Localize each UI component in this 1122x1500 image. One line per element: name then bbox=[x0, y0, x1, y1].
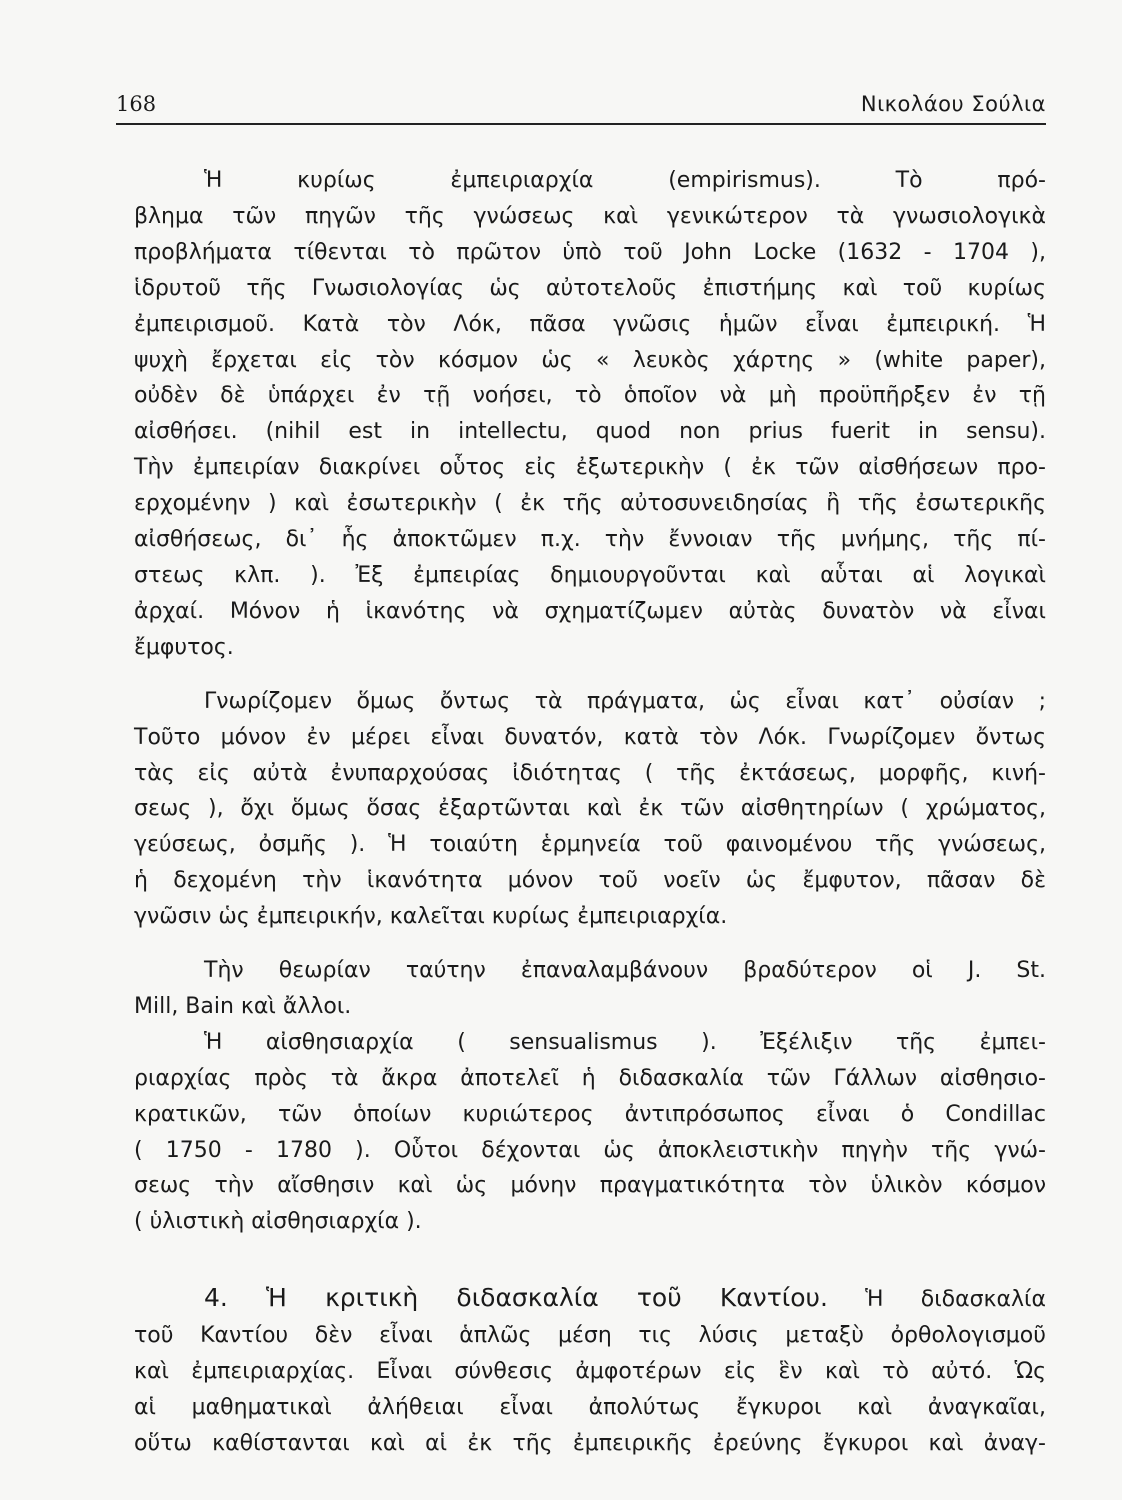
page-body bbox=[134, 163, 1046, 1462]
text-line: ερχομένην ) καὶ ἐσωτερικὴν ( ἐκ τῆς αὐτοσυνειδησίας ἢ τῆς ἐσωτερικῆς bbox=[134, 491, 1046, 517]
text-line: Ἡ κυρίως ἐμπειριαρχία (empirismus). Τὸ πρό- bbox=[204, 168, 1046, 193]
text-line: ἱδρυτοῦ τῆς Γνωσιολογίας ὡς αὐτοτελοῦς ἐπιστήμης καὶ τοῦ κυρίως bbox=[134, 275, 1046, 301]
section-kant bbox=[134, 1280, 1046, 1462]
text-line: Τοῦτο μόνον ἐν μέρει εἶναι δυνατόν, κατὰ τὸν Λόκ. Γνωρίζομεν ὄντως bbox=[134, 724, 1046, 750]
section-gap bbox=[134, 1240, 1046, 1280]
text-line: στεως κλπ. ). Ἐξ ἐμπειρίας δημιουργοῦνται καὶ αὗται αἱ λογικαὶ bbox=[134, 562, 1046, 588]
text-line: προβλήματα τίθενται τὸ πρῶτον ὑπὸ τοῦ John Locke (1632 - 1704 ), bbox=[134, 239, 1046, 265]
page-header bbox=[116, 92, 1046, 116]
text-line bbox=[134, 1280, 1046, 1318]
text-line: ( ὑλιστικὴ αἰσθησιαρχία ). bbox=[134, 1209, 422, 1235]
page-number: 168 bbox=[116, 92, 157, 116]
text-line: αἰσθήσεως, δι᾿ ἧς ἀποκτῶμεν π.χ. τὴν ἔννοιαν τῆς μνήμης, τῆς πί- bbox=[134, 527, 1046, 553]
text-line: καὶ ἐμπειριαρχίας. Εἶναι σύνθεσις ἀμφοτέρων εἰς ἓν καὶ τὸ αὐτό. Ὡς bbox=[134, 1359, 1046, 1385]
text-line: τοῦ Καντίου δὲν εἶναι ἁπλῶς μέση τις λύσις μεταξὺ ὀρθολογισμοῦ bbox=[134, 1323, 1046, 1349]
text-line: γεύσεως, ὀσμῆς ). Ἡ τοιαύτη ἑρμηνεία τοῦ φαινομένου τῆς γνώσεως, bbox=[134, 832, 1046, 858]
text-line: γνῶσιν ὡς ἐμπειρικήν, καλεῖται κυρίως ἐμπειριαρχία. bbox=[134, 904, 728, 930]
text-line: ἐμπειρισμοῦ. Κατὰ τὸν Λόκ, πᾶσα γνῶσις ἡμῶν εἶναι ἐμπειρική. Ἡ bbox=[134, 311, 1046, 337]
text-line: τὰς εἰς αὐτὰ ἐνυπαρχούσας ἰδιότητας ( τῆς ἐκτάσεως, μορφῆς, κινή- bbox=[134, 760, 1046, 786]
paragraph-empiricism bbox=[134, 163, 1046, 666]
text-line: κρατικῶν, τῶν ὁποίων κυριώτερος ἀντιπρόσωπος εἶναι ὁ Condillac bbox=[134, 1101, 1046, 1127]
paragraph-mill bbox=[134, 953, 1046, 1025]
text-line: ( 1750 - 1780 ). Οὗτοι δέχονται ὡς ἀποκλειστικὴν πηγὴν τῆς γνώ- bbox=[134, 1137, 1046, 1163]
text-line: Mill, Bain καὶ ἄλλοι. bbox=[134, 993, 352, 1019]
header-rule bbox=[116, 123, 1046, 125]
text-line: βλημα τῶν πηγῶν τῆς γνώσεως καὶ γενικώτερον τὰ γνωσιολογικὰ bbox=[134, 203, 1046, 229]
paragraph-sensualism bbox=[134, 1025, 1046, 1240]
section-heading: 4. Ἡ κριτικὴ διδασκαλία τοῦ Καντίου. bbox=[204, 1283, 828, 1313]
text-line: ἡ δεχομένη τὴν ἱκανότητα μόνον τοῦ νοεῖν ὡς ἔμφυτον, πᾶσαν δὲ bbox=[134, 868, 1046, 894]
paragraph-gap bbox=[134, 935, 1046, 953]
text-line: οὐδὲν δὲ ὑπάρχει ἐν τῇ νοήσει, τὸ ὁποῖον νὰ μὴ προϋπῆρξεν ἐν τῇ bbox=[134, 383, 1046, 409]
text-line: ριαρχίας πρὸς τὰ ἄκρα ἀποτελεῖ ἡ διδασκαλία τῶν Γάλλων αἰσθησιο- bbox=[134, 1065, 1046, 1091]
text-line: ἀρχαί. Μόνον ἡ ἱκανότης νὰ σχηματίζωμεν αὐτὰς δυνατὸν νὰ εἶναι bbox=[134, 598, 1046, 624]
text-line: οὕτω καθίστανται καὶ αἱ ἐκ τῆς ἐμπειρικῆς ἐρεύνης ἔγκυροι καὶ ἀναγ- bbox=[134, 1430, 1046, 1456]
text-line: σεως τὴν αἴσθησιν καὶ ὡς μόνην πραγματικότητα τὸν ὑλικὸν κόσμον bbox=[134, 1173, 1046, 1199]
text-line: Τὴν θεωρίαν ταύτην ἐπαναλαμβάνουν βραδύτερον οἱ J. St. bbox=[204, 958, 1046, 984]
text-line: ἔμφυτος. bbox=[134, 634, 234, 660]
text-line: ψυχὴ ἔρχεται εἰς τὸν κόσμον ὡς « λευκὸς χάρτης » (white paper), bbox=[134, 347, 1046, 373]
text-line: σεως ), ὄχι ὅμως ὅσας ἐξαρτῶνται καὶ ἐκ τῶν αἰσθητηρίων ( χρώματος, bbox=[134, 796, 1046, 822]
text-line: Τὴν ἐμπειρίαν διακρίνει οὗτος εἰς ἐξωτερικὴν ( ἐκ τῶν αἰσθήσεων προ- bbox=[134, 455, 1046, 481]
text-fragment: Ἡ διδασκαλία bbox=[865, 1287, 1046, 1313]
paragraph-gap bbox=[134, 666, 1046, 684]
text-line: Γνωρίζομεν ὅμως ὄντως τὰ πράγματα, ὡς εἶναι κατ᾿ οὐσίαν ; bbox=[204, 688, 1046, 714]
text-line: αἱ μαθηματικαὶ ἀλήθειαι εἶναι ἀπολύτως ἔγκυροι καὶ ἀναγκαῖαι, bbox=[134, 1395, 1046, 1420]
running-head: Νικολάου Σούλια bbox=[860, 92, 1046, 116]
paragraph-knowledge bbox=[134, 684, 1046, 935]
text-line: Ἡ αἰσθησιαρχία ( sensualismus ). Ἐξέλιξιν τῆς ἐμπει- bbox=[204, 1029, 1046, 1055]
text-line: αἰσθήσει. (nihil est in intellectu, quod non prius fuerit in sensu). bbox=[134, 419, 1046, 445]
